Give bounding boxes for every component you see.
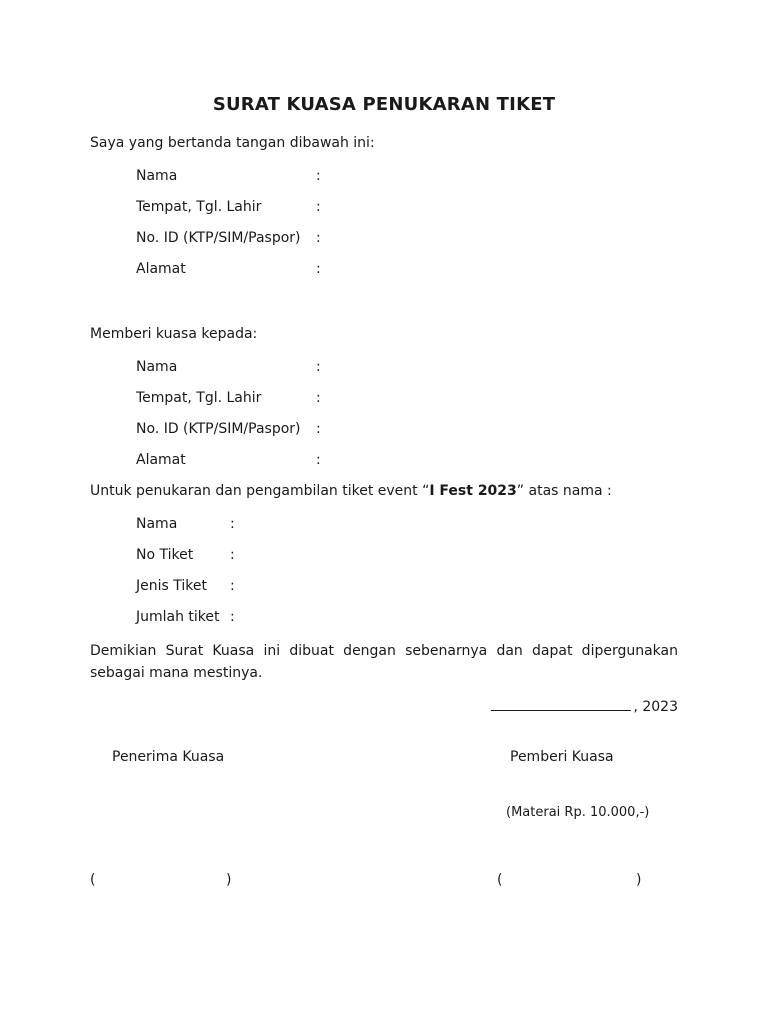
grantee-id-label: No. ID (KTP/SIM/Paspor) — [136, 421, 301, 437]
date-year: , 2023 — [633, 699, 678, 715]
grantor-birth-label: Tempat, Tgl. Lahir — [136, 199, 262, 215]
grantor-address-label: Alamat — [136, 261, 186, 277]
giver-label: Pemberi Kuasa — [510, 749, 614, 765]
giver-signature-close-paren: ) — [636, 872, 642, 888]
intro-text: Saya yang bertanda tangan dibawah ini: — [90, 135, 375, 151]
stamp-note: (Materai Rp. 10.000,-) — [506, 805, 650, 820]
closing-paragraph: Demikian Surat Kuasa ini dibuat dengan sebenarnya dan dapat dipergunakan sebagai mana mestinya. — [90, 643, 678, 681]
grantor-address-colon: : — [316, 261, 321, 277]
ticket-name-label: Nama — [136, 516, 178, 532]
ticket-number-colon: : — [230, 547, 235, 563]
grantee-address-colon: : — [316, 452, 321, 468]
grantee-name-label: Nama — [136, 359, 178, 375]
receiver-signature-close-paren: ) — [226, 872, 232, 888]
ticket-number-label: No Tiket — [136, 547, 194, 563]
document-title: SURAT KUASA PENUKARAN TIKET — [212, 94, 556, 115]
receiver-label: Penerima Kuasa — [112, 749, 225, 765]
grantee-address-label: Alamat — [136, 452, 186, 468]
date-line — [491, 696, 678, 714]
grantor-name-colon: : — [316, 168, 321, 184]
grantee-id-colon: : — [316, 421, 321, 437]
event-name: I Fest 2023 — [429, 483, 517, 499]
giver-signature-open-paren: ( — [497, 872, 503, 888]
receiver-signature-open-paren: ( — [90, 872, 96, 888]
grantor-id-label: No. ID (KTP/SIM/Paspor) — [136, 230, 301, 246]
purpose-text — [90, 484, 612, 498]
purpose-prefix: Untuk penukaran dan pengambilan tiket event “ — [90, 483, 430, 499]
ticket-quantity-colon: : — [230, 609, 235, 625]
ticket-name-colon: : — [230, 516, 235, 532]
grantor-id-colon: : — [316, 230, 321, 246]
grantee-name-colon: : — [316, 359, 321, 375]
grantor-birth-colon: : — [316, 199, 321, 215]
grantee-birth-colon: : — [316, 390, 321, 406]
grant-statement: Memberi kuasa kepada: — [90, 326, 258, 342]
purpose-suffix: ” atas nama : — [516, 483, 612, 499]
grantee-birth-label: Tempat, Tgl. Lahir — [136, 390, 262, 406]
date-blank-line — [491, 696, 631, 711]
ticket-type-colon: : — [230, 578, 235, 594]
grantor-name-label: Nama — [136, 168, 178, 184]
ticket-type-label: Jenis Tiket — [136, 578, 207, 594]
ticket-quantity-label: Jumlah tiket — [136, 609, 220, 625]
